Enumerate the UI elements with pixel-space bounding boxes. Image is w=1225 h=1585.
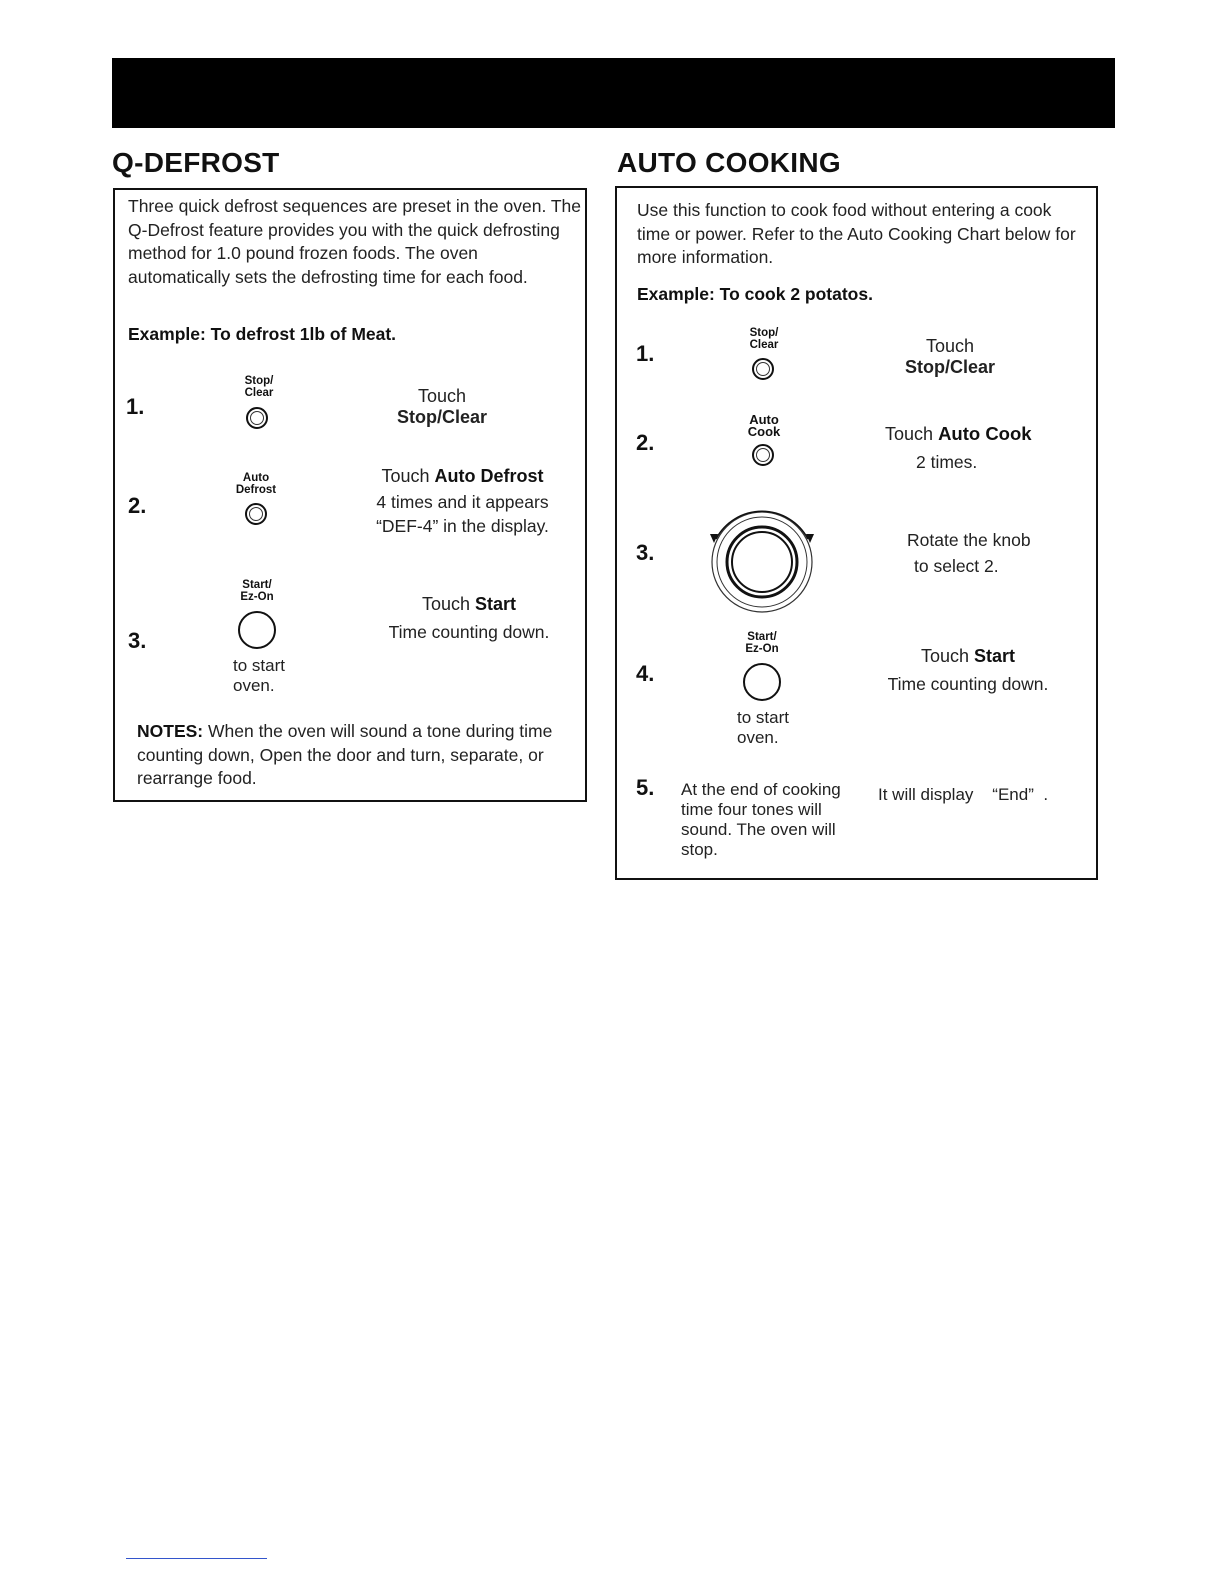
auto-cook-button-label: Auto Cook [747,412,781,439]
rotary-knob-icon [704,504,820,614]
autocook-step3-number: 3. [636,540,655,565]
qdefrost-example: Example: To defrost 1lb of Meat. [128,324,397,344]
stop-clear-button-label: Stop/ Clear [749,327,779,351]
qdefrost-step3-number: 3. [128,628,147,653]
qdefrost-notes: NOTES: When the oven will sound a tone during time counting down, Open the door and turn, separate, or rearrange food. [137,721,553,788]
start-ez-on-button-icon [238,611,276,649]
autocook-step5-description: At the end of cooking time four tones will sound. The oven will stop. [681,780,841,859]
autocook-title: AUTO COOKING [617,147,841,178]
header-bar [112,58,1115,128]
autocook-step3-instruction: Rotate the knob to select 2. [907,530,1031,576]
auto-cook-button-icon [752,444,774,466]
qdefrost-step3-instruction: Touch Start Time counting down. [388,594,550,642]
autocook-step2-instruction: Touch Auto Cook 2 times. [885,423,1032,472]
qdefrost-step3-caption: to start oven. [233,656,285,695]
start-ez-on-button-label: Start/ Ez-On [745,631,779,655]
autocook-step4-number: 4. [636,661,655,686]
qdefrost-step2-number: 2. [128,493,147,518]
stop-clear-button-icon [752,358,774,380]
qdefrost-step1-instruction: Touch Stop/Clear [396,386,488,427]
autocook-step1-number: 1. [636,341,655,366]
start-ez-on-button-icon [743,663,781,701]
autocook-example: Example: To cook 2 potatos. [637,284,873,304]
autocook-step4-instruction: Touch Start Time counting down. [887,646,1049,694]
qdefrost-intro: Three quick defrost sequences are preset in the oven. The Q-Defrost feature provides you with the quick defrosting method for 1.0 pound frozen foods. The oven automatically sets the defrosting time for each food. [128,196,582,287]
autocook-step5-number: 5. [636,775,655,800]
qdefrost-title: Q-DEFROST [112,147,280,178]
autocook-step2-number: 2. [636,430,655,455]
stop-clear-button-label: Stop/ Clear [244,375,274,399]
start-ez-on-button-label: Start/ Ez-On [240,579,274,603]
autocook-step1-instruction: Touch Stop/Clear [904,336,996,377]
qdefrost-step2-instruction: Touch Auto Defrost 4 times and it appears “DEF-4” in the display. [376,466,549,536]
stop-clear-button-icon [246,407,268,429]
qdefrost-step1-number: 1. [126,394,145,419]
footer-rule [126,1558,267,1559]
autocook-step5-result: It will display “End” . [878,785,1049,804]
autocook-step4-caption: to start oven. [737,708,789,747]
auto-defrost-button-icon [245,503,267,525]
autocook-intro: Use this function to cook food without entering a cook time or power. Refer to the Auto Cooking Chart below for more information. [637,200,1076,267]
auto-defrost-button-label: Auto Defrost [235,472,277,496]
